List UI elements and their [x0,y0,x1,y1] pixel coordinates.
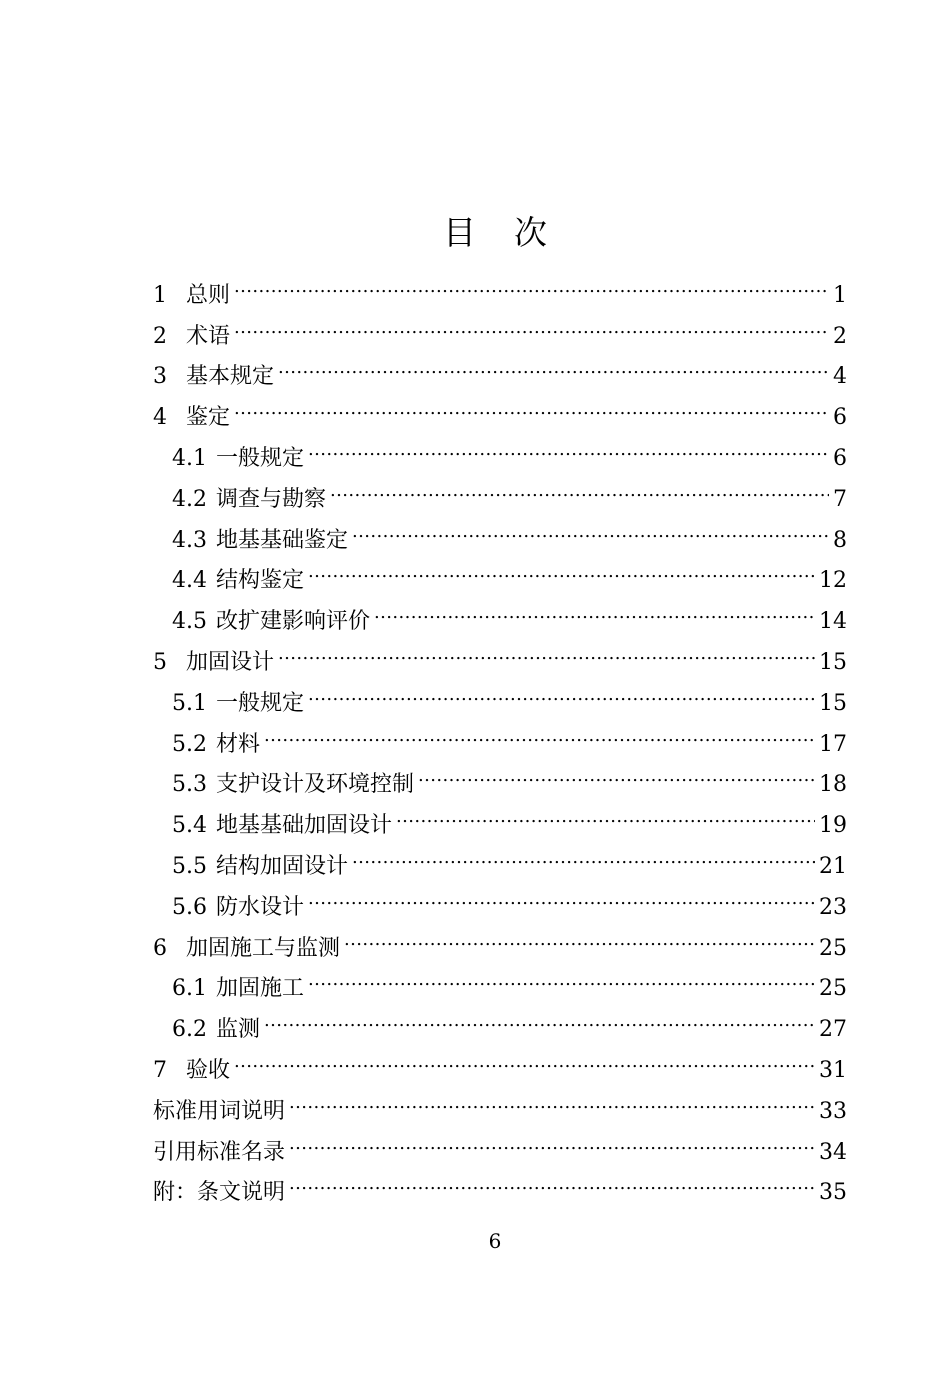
toc-entry-page: 21 [819,853,847,879]
toc-dot-leader [264,710,815,751]
toc-entry-title: 改扩建影响评价 [216,609,371,635]
toc-dot-leader [308,669,815,710]
page-number: 6 [488,1229,502,1253]
toc-entry-page: 27 [819,1017,847,1043]
toc-entry-page: 1 [833,282,847,308]
toc-dot-leader [278,343,829,384]
toc-entry-page: 23 [819,894,847,920]
toc-entry-page: 7 [833,486,847,512]
toc-entry-title: 材料 [216,731,261,757]
page-title-char-2: 次 [514,213,547,252]
toc-entry-title: 调查与勘察 [216,486,327,512]
toc-dot-leader [234,302,829,343]
toc-dot-leader [289,1159,815,1200]
toc-dot-leader [308,547,815,588]
toc-entry-title: 基本规定 [186,364,275,390]
toc-dot-leader [234,1036,815,1077]
toc-entry-title: 鉴定 [186,405,231,431]
toc-entry-number: 5.6 [172,894,207,920]
toc-entry[interactable] [153,1036,847,1083]
toc-dot-leader [308,955,815,996]
toc-dot-leader [234,383,829,424]
toc-entry-page: 15 [819,690,847,716]
toc-dot-leader [264,995,815,1036]
toc-entry-page: 17 [819,731,847,757]
toc-entry-page: 25 [819,935,847,961]
toc-entry-page: 6 [833,445,847,471]
toc-entry-title: 结构鉴定 [216,568,305,594]
toc-entry[interactable] [153,302,847,349]
toc-dot-leader [234,261,829,302]
toc-dot-leader [374,587,815,628]
toc-dot-leader [396,791,815,832]
toc-entry-page: 25 [819,976,847,1002]
toc-dot-leader [330,465,829,506]
toc-entry-page: 19 [819,813,847,839]
toc-entry-title: 防水设计 [216,894,305,920]
toc-entry-title: 监测 [216,1017,261,1043]
toc-entry-number: 4.1 [172,445,207,471]
toc-entry-title: 标准用词说明 [153,1098,286,1124]
toc-entry-page: 35 [819,1180,847,1206]
toc-entry-number: 5 [153,649,167,675]
toc-entry[interactable] [153,261,847,308]
toc-entry-page: 33 [819,1098,847,1124]
toc-dot-leader [308,873,815,914]
toc-entry-title: 加固施工 [216,976,305,1002]
toc-entry[interactable] [153,1077,847,1124]
toc-entry-title: 一般规定 [216,690,305,716]
toc-entry-page: 6 [833,405,847,431]
toc-dot-leader [352,506,829,547]
toc-dot-leader [344,914,815,955]
toc-entry-title: 验收 [186,1057,231,1083]
toc-entry-title: 总则 [186,282,231,308]
toc-entry[interactable] [153,343,847,390]
toc-entry-number: 5.4 [172,813,207,839]
toc-dot-leader [352,832,815,873]
toc-entry-number: 6 [153,935,167,961]
toc-entry-title: 地基基础鉴定 [216,527,349,553]
toc-dot-leader [418,751,815,792]
toc-entry-number: 4.4 [172,568,207,594]
toc-entry-page: 14 [819,609,847,635]
toc-dot-leader [278,628,815,669]
toc-entry-title: 加固施工与监测 [186,935,341,961]
toc-entry-number: 7 [153,1057,167,1083]
toc-entry-number: 4 [153,405,167,431]
toc-entry-page: 34 [819,1139,847,1165]
toc-entry-title: 附：条文说明 [153,1180,286,1206]
toc-entry-number: 5.2 [172,731,207,757]
toc-entry-title: 一般规定 [216,445,305,471]
toc-entry-number: 3 [153,364,167,390]
toc-entry-page: 4 [833,364,847,390]
toc-entry-page: 2 [833,323,847,349]
toc-entry-number: 6.1 [172,976,207,1002]
toc-entry-title: 术语 [186,323,231,349]
toc-entry-number: 6.2 [172,1017,207,1043]
toc-entry-number: 5.5 [172,853,207,879]
toc-entry-title: 加固设计 [186,649,275,675]
toc-entry-page: 8 [833,527,847,553]
toc-entry-number: 5.3 [172,772,207,798]
table-of-contents [153,261,847,1206]
toc-entry[interactable] [153,424,847,471]
toc-entry-number: 4.3 [172,527,207,553]
page-title [0,208,950,258]
toc-entry-number: 4.2 [172,486,207,512]
toc-entry-number: 2 [153,323,167,349]
toc-entry[interactable] [153,383,847,431]
toc-entry-number: 5.1 [172,690,207,716]
toc-entry-title: 结构加固设计 [216,853,349,879]
toc-dot-leader [289,1077,815,1118]
toc-entry-title: 引用标准名录 [153,1139,286,1165]
toc-entry-title: 地基基础加固设计 [216,813,393,839]
toc-entry-page: 12 [819,568,847,594]
toc-entry-page: 31 [819,1057,847,1083]
toc-dot-leader [308,424,829,465]
toc-entry-number: 4.5 [172,609,207,635]
page-title-char-1: 目 [443,213,476,252]
toc-entry-page: 15 [819,649,847,675]
toc-dot-leader [289,1118,815,1159]
toc-entry-number: 1 [153,282,167,308]
toc-entry-page: 18 [819,772,847,798]
toc-entry-title: 支护设计及环境控制 [216,772,415,798]
